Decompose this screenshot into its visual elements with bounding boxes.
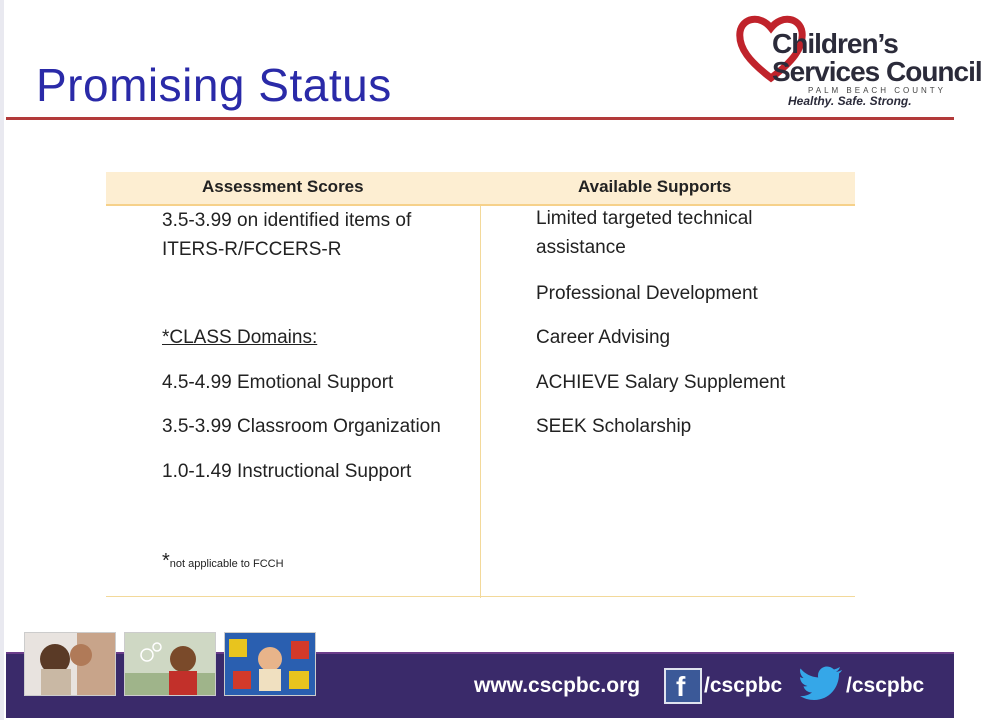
table-header [106,172,855,206]
column-header-supports: Available Supports [578,177,732,196]
logo-line-3: PALM BEACH COUNTY [808,86,946,95]
support-line-2: assistance [536,237,626,258]
footnote-text: not applicable to FCCH [169,558,284,570]
domain-item: 1.0-1.49 Instructional Support [162,461,412,482]
support-item: ACHIEVE Salary Supplement [536,372,786,393]
org-logo [736,12,982,108]
class-domains-heading: *CLASS Domains: [162,327,318,348]
table-bottom-rule [106,596,855,597]
page-title: Promising Status [36,59,392,111]
title-divider [6,117,954,120]
photo-child-bubbles [124,632,216,696]
domain-item: 4.5-4.99 Emotional Support [162,372,394,393]
facebook-icon[interactable]: f [664,668,702,704]
photo-mother-child [24,632,116,696]
column-divider [480,206,481,598]
twitter-icon[interactable] [800,664,844,700]
logo-tagline: Healthy. Safe. Strong. [788,94,912,108]
column-header-assessment: Assessment Scores [202,177,364,196]
website-link[interactable]: www.cscpbc.org [474,674,641,697]
photo-child-blocks [224,632,316,696]
twitter-handle[interactable]: /cscpbc [846,674,925,697]
logo-line-2: Services Council [772,56,982,87]
footnote-star: * [162,550,170,572]
status-table [106,172,855,598]
support-item: Professional Development [536,283,758,304]
support-item: Career Advising [536,327,671,348]
assessment-line-1: 3.5-3.99 on identified items of [162,210,412,231]
support-item: SEEK Scholarship [536,416,692,437]
facebook-handle[interactable]: /cscpbc [704,674,783,697]
assessment-line-2: ITERS-R/FCCERS-R [162,239,342,260]
support-line-1: Limited targeted technical [536,208,753,229]
footnote [162,547,284,579]
slide-left-edge [0,0,4,720]
logo-line-1: Children’s [772,28,898,59]
domain-item: 3.5-3.99 Classroom Organization [162,416,441,437]
